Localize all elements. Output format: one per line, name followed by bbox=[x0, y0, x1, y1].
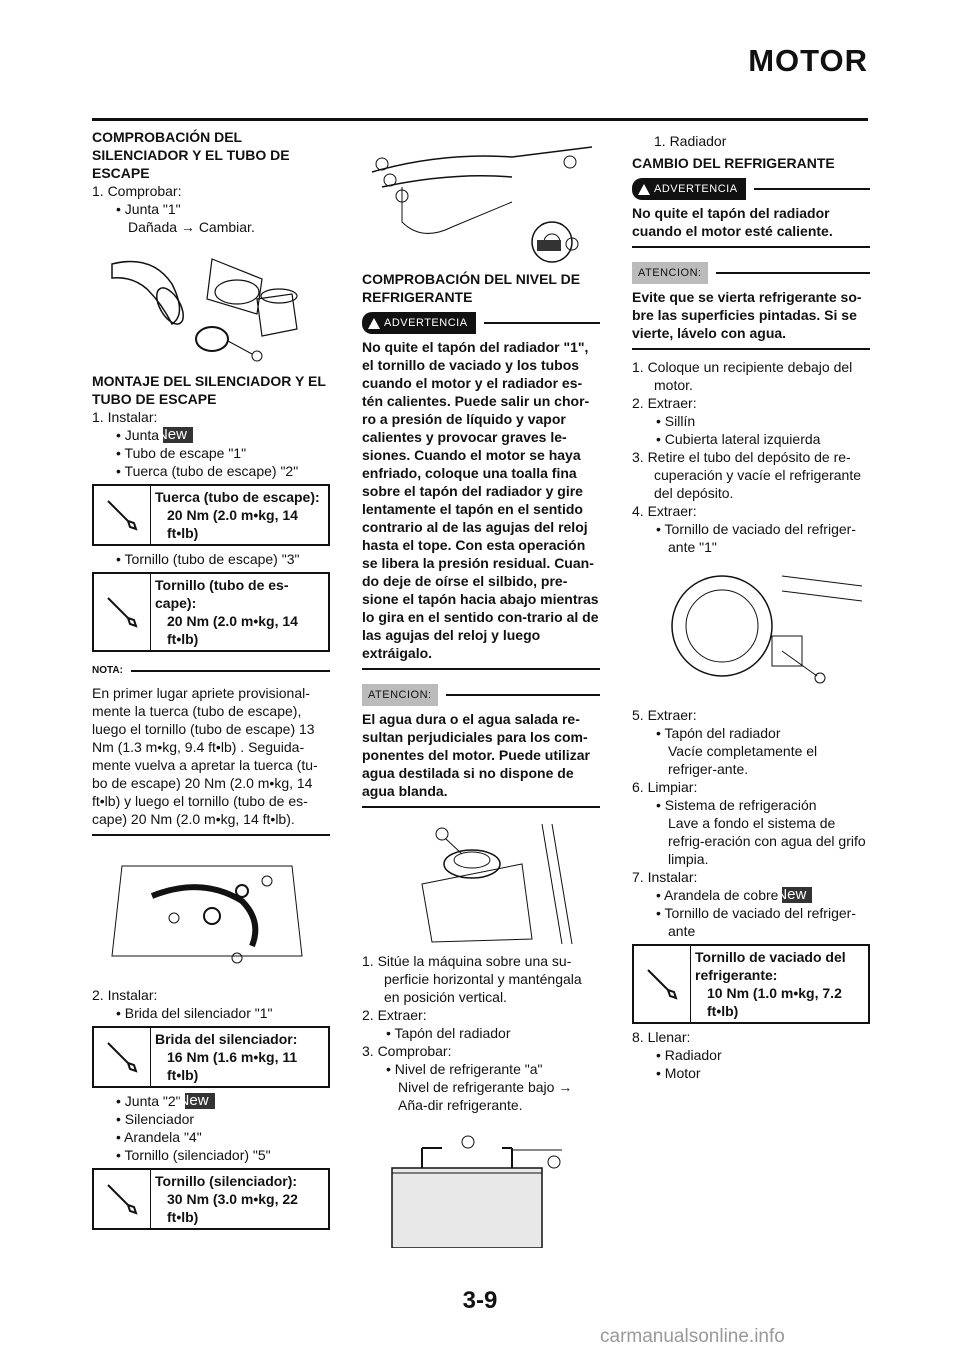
torque-label: Brida del silenciador: bbox=[155, 1031, 298, 1047]
figure-exhaust bbox=[92, 846, 330, 976]
torque-value: 20 Nm (2.0 m•kg, 14 ft•lb) bbox=[167, 613, 298, 647]
warning-text: No quite el tapón del radiador "1", el tornillo de vaciado y los tubos cuando el motor y el radiador es-tén calientes. Puede salir un chor-ro a presión de líquido y vapor calientes y provocar graves le-siones. Cuando el motor se haya enfriado, coloque una toalla fina sobre el tapón del radiador y gire lentamente el tapón en el sentido contrario al de las agujas del reloj hasta el tope. Con esta operación se libera la presión residual. Cuan-do deje de oírse el silbido, pre-sione el tapón hacia abajo mientras lo gira en el sentido con-trario al de las agujas del reloj y luego extráigalo. bbox=[362, 339, 599, 661]
torque-value: 20 Nm (2.0 m•kg, 14 ft•lb) bbox=[167, 507, 298, 541]
new-badge: New bbox=[185, 1093, 215, 1109]
torque-value: 16 Nm (1.6 m•kg, 11 ft•lb) bbox=[167, 1049, 298, 1083]
divider bbox=[632, 246, 870, 248]
caution-header bbox=[362, 684, 600, 706]
action: Vacíe completamente el refriger-ante. bbox=[668, 743, 818, 777]
figure-drain-bolt bbox=[632, 566, 870, 696]
section-title: MONTAJE DEL SILENCIADOR Y EL TUBO DE ESCAPE bbox=[92, 373, 326, 407]
bullet-text: • Junta "2" bbox=[116, 1093, 181, 1109]
step: 2. Instalar: bbox=[92, 987, 158, 1003]
section-title: COMPROBACIÓN DEL SILENCIADOR Y EL TUBO DE ESCAPE bbox=[92, 129, 290, 181]
divider bbox=[92, 834, 330, 836]
wrench-icon bbox=[94, 574, 150, 650]
column-1 bbox=[92, 128, 330, 1234]
bullet: • Tornillo (silenciador) "5" bbox=[116, 1147, 271, 1163]
caution-badge: ATENCION: bbox=[632, 262, 708, 284]
warning-triangle-icon bbox=[638, 184, 650, 195]
bullet: • Brida del silenciador "1" bbox=[116, 1005, 273, 1021]
step: 5. Extraer: bbox=[632, 707, 697, 723]
bullet: • Junta "1" bbox=[116, 201, 181, 217]
wrench-icon bbox=[94, 486, 150, 544]
new-badge: New bbox=[163, 427, 193, 443]
bullet: • Tapón del radiador bbox=[386, 1025, 511, 1041]
figure-caption: 1. Radiador bbox=[654, 133, 727, 149]
step: 2. Extraer: bbox=[362, 1007, 427, 1023]
nota-text: En primer lugar apriete provisional-mente la tuerca (tubo de escape), luego el tornillo (tubo de escape) 13 Nm (1.3 m•kg, 9.4 ft•lb) . Seguida-mente vuelva a apretar la tuerca (tu-bo de escape) 20 Nm (2.0 m•kg, 14 ft•lb) y luego el tornillo (tubo de es-cape) 20 Nm (2.0 m•kg, 14 ft•lb). bbox=[92, 685, 318, 827]
divider bbox=[632, 348, 870, 350]
torque-box bbox=[92, 1168, 330, 1230]
caution-badge: ATENCION: bbox=[362, 684, 438, 706]
caution-text: El agua dura o el agua salada re-sultan perjudiciales para los com-ponentes del motor. Puede utilizar agua destilada si no dispone de agua blanda. bbox=[362, 711, 590, 799]
step: 8. Llenar: bbox=[632, 1029, 691, 1045]
divider bbox=[362, 668, 600, 670]
warning-triangle-icon bbox=[368, 318, 380, 329]
new-badge: New bbox=[782, 887, 812, 903]
torque-value: 30 Nm (3.0 m•kg, 22 ft•lb) bbox=[167, 1191, 298, 1225]
warning-label: ADVERTENCIA bbox=[384, 317, 468, 329]
action: Nivel de refrigerante bajo → Aña-dir refrigerante. bbox=[398, 1079, 573, 1113]
step: 7. Instalar: bbox=[632, 869, 698, 885]
step: 2. Extraer: bbox=[632, 395, 697, 411]
step: 4. Extraer: bbox=[632, 503, 697, 519]
bullet: • Tuerca (tubo de escape) "2" bbox=[116, 463, 299, 479]
caution-text: Evite que se vierta refrigerante so-bre las superficies pintadas. Si se vierte, lávelo con agua. bbox=[632, 289, 862, 341]
step: 1. Sitúe la máquina sobre una su-perficie horizontal y manténgala en posición vertical. bbox=[362, 953, 582, 1005]
bullet: • Radiador bbox=[656, 1047, 722, 1063]
bullet: • Silenciador bbox=[116, 1111, 195, 1127]
torque-box bbox=[92, 572, 330, 652]
bullet: • Tapón del radiador bbox=[656, 725, 781, 741]
section-title: CAMBIO DEL REFRIGERANTE bbox=[632, 155, 835, 171]
step: 6. Limpiar: bbox=[632, 779, 698, 795]
torque-box bbox=[92, 1026, 330, 1088]
section-title: COMPROBACIÓN DEL NIVEL DE REFRIGERANTE bbox=[362, 271, 581, 305]
header-rule bbox=[92, 118, 868, 121]
nota-header bbox=[92, 662, 330, 680]
warning-header bbox=[632, 178, 870, 200]
torque-value: 10 Nm (1.0 m•kg, 7.2 ft•lb) bbox=[707, 985, 842, 1019]
action: Lave a fondo el sistema de refrig-eración con agua del grifo limpia. bbox=[668, 815, 866, 867]
torque-label: Tornillo de vaciado del refrigerante: bbox=[695, 949, 846, 983]
warning-label: ADVERTENCIA bbox=[654, 183, 738, 195]
step: 1. Instalar: bbox=[92, 409, 158, 425]
figure-radiator-cap bbox=[362, 824, 600, 944]
wrench-icon bbox=[94, 1170, 150, 1228]
figure-coolant-level bbox=[362, 1128, 600, 1248]
bullet: • Tubo de escape "1" bbox=[116, 445, 247, 461]
bullet bbox=[92, 1092, 330, 1110]
torque-label: Tornillo (tubo de es-cape): bbox=[155, 577, 289, 611]
warning-badge bbox=[362, 312, 476, 334]
warning-text: No quite el tapón del radiador cuando el motor esté caliente. bbox=[632, 205, 833, 239]
bullet: • Tornillo (tubo de escape) "3" bbox=[116, 551, 300, 567]
step: 1. Coloque un recipiente debajo del motor. bbox=[632, 359, 853, 393]
bullet: • Motor bbox=[656, 1065, 701, 1081]
figure-muffler bbox=[362, 132, 600, 264]
torque-label: Tornillo (silenciador): bbox=[155, 1173, 298, 1189]
bullet: • Tornillo de vaciado del refriger-ante bbox=[656, 905, 856, 939]
bullet: • Sillín bbox=[656, 413, 696, 429]
bullet-text: • Junta bbox=[116, 427, 160, 443]
torque-box bbox=[92, 484, 330, 546]
column-2 bbox=[362, 132, 600, 1248]
wrench-icon bbox=[94, 1028, 150, 1086]
bullet: • Sistema de refrigeración bbox=[656, 797, 817, 813]
watermark: carmanualsonline.info bbox=[600, 1326, 785, 1347]
action: Dañada → Cambiar. bbox=[128, 219, 255, 235]
warning-badge bbox=[632, 178, 746, 200]
step: 3. Retire el tubo del depósito de re-cuperación y vacíe el refrigerante del depósito. bbox=[632, 449, 861, 501]
nota-label: NOTA: bbox=[92, 665, 123, 676]
warning-header bbox=[362, 312, 600, 334]
bullet bbox=[632, 886, 870, 904]
wrench-icon bbox=[634, 946, 690, 1022]
bullet: • Arandela "4" bbox=[116, 1129, 202, 1145]
step: 1. Comprobar: bbox=[92, 183, 182, 199]
step: 3. Comprobar: bbox=[362, 1043, 452, 1059]
figure-gasket bbox=[92, 244, 330, 364]
page-title: MOTOR bbox=[748, 43, 868, 78]
torque-label: Tuerca (tubo de escape): bbox=[155, 489, 320, 505]
caution-header bbox=[632, 262, 870, 284]
page-number: 3-9 bbox=[462, 1287, 498, 1314]
bullet bbox=[92, 426, 330, 444]
divider bbox=[362, 806, 600, 808]
bullet: • Tornillo de vaciado del refriger-ante "1" bbox=[656, 521, 856, 555]
bullet: • Cubierta lateral izquierda bbox=[656, 431, 821, 447]
torque-box bbox=[632, 944, 870, 1024]
bullet-text: • Arandela de cobre bbox=[656, 887, 779, 903]
bullet: • Nivel de refrigerante "a" bbox=[386, 1061, 543, 1077]
column-3 bbox=[632, 132, 870, 1082]
